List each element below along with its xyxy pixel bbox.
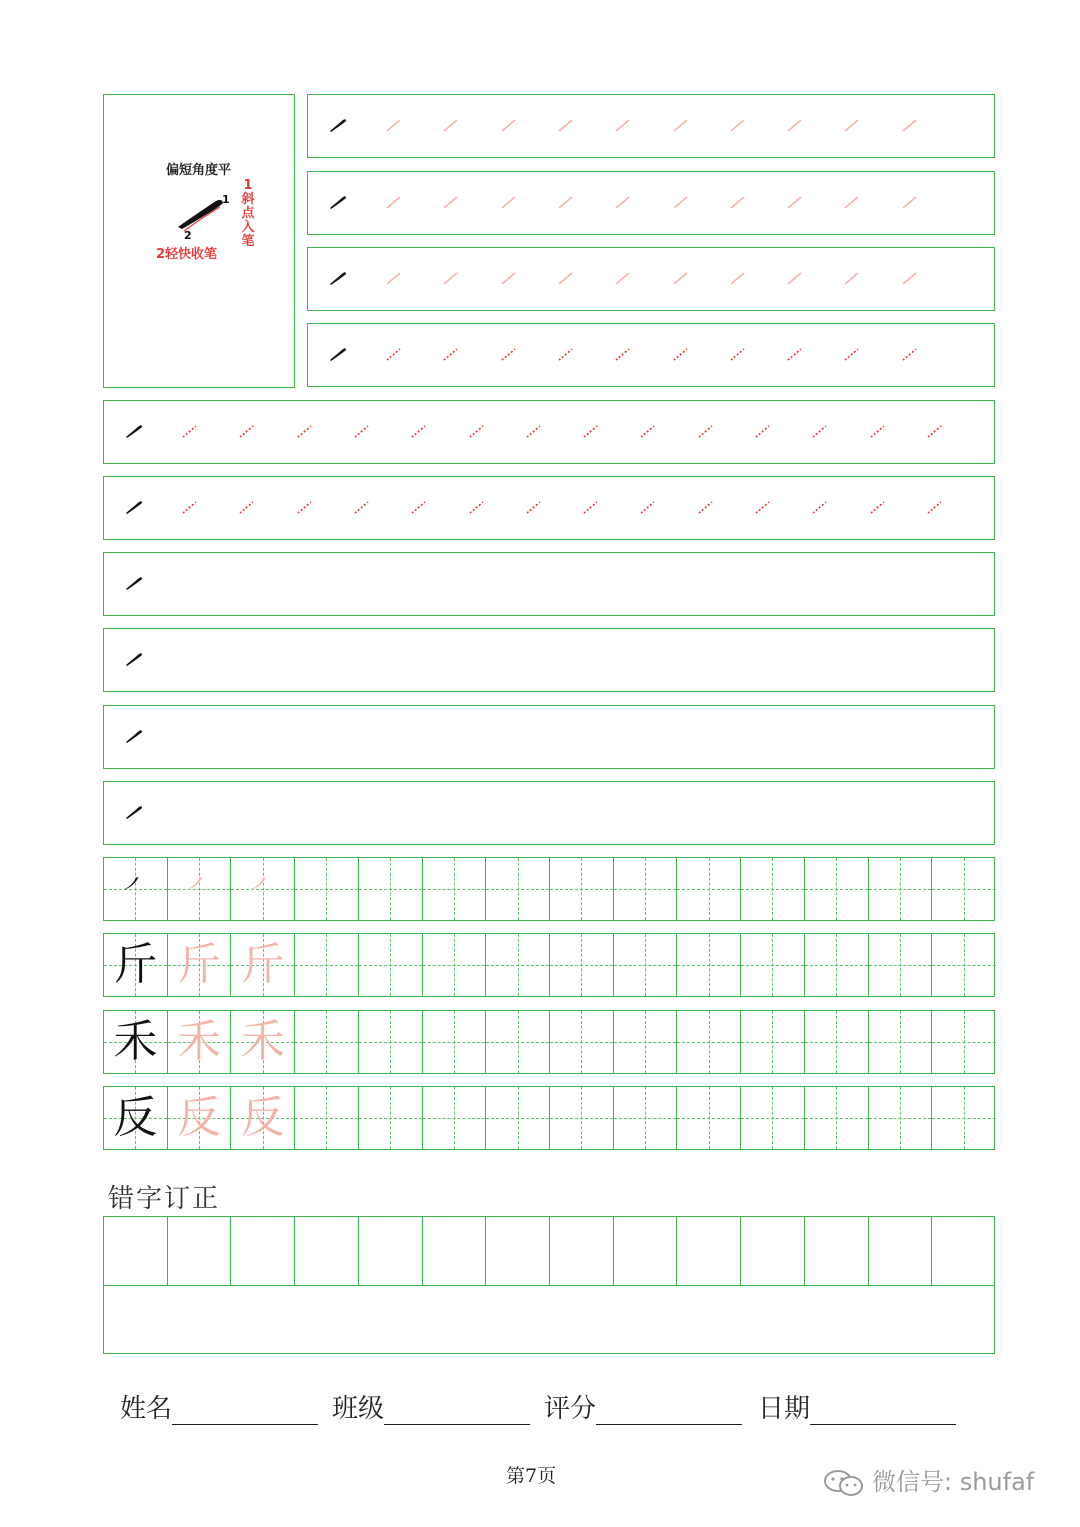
tutorial-step-2: 2轻快收笔	[156, 247, 218, 262]
trace-stroke-icon	[555, 113, 579, 137]
step-1-number: 1	[243, 178, 253, 193]
grid-cell[interactable]	[869, 1087, 933, 1149]
trace-stroke-icon	[555, 266, 579, 290]
grid-cell[interactable]	[295, 858, 359, 920]
grid-cell[interactable]	[805, 1011, 869, 1073]
grid-guide-horizontal	[423, 965, 486, 966]
grid-cell[interactable]	[741, 1011, 805, 1073]
svg-text:1: 1	[222, 193, 230, 206]
class-field[interactable]	[332, 1388, 530, 1425]
grid-guide-horizontal	[869, 1042, 932, 1043]
dotted-trace-stroke-icon	[784, 342, 808, 366]
dotted-trace-stroke-icon	[523, 419, 547, 443]
stroke-practice-row[interactable]	[307, 247, 995, 311]
model-stroke-icon	[326, 190, 350, 214]
score-field[interactable]	[544, 1388, 742, 1425]
step-1-label: 斜点入笔	[241, 192, 255, 249]
stroke-practice-row[interactable]	[307, 171, 995, 235]
grid-guide-horizontal	[869, 1118, 932, 1119]
model-stroke-icon	[122, 419, 146, 443]
grid-cell[interactable]	[423, 934, 487, 996]
grid-guide-horizontal	[741, 1118, 804, 1119]
grid-guide-horizontal	[805, 965, 868, 966]
grid-cell[interactable]	[677, 1087, 741, 1149]
stroke-diagram-icon	[170, 191, 230, 241]
correction-cell[interactable]	[614, 1217, 678, 1285]
stroke-practice-row[interactable]	[307, 323, 995, 387]
grid-guide-horizontal	[550, 889, 613, 890]
grid-guide-horizontal	[359, 1118, 422, 1119]
grid-cell[interactable]	[614, 934, 678, 996]
grid-cell[interactable]	[168, 1087, 232, 1149]
trace-stroke-icon	[383, 190, 407, 214]
dotted-trace-stroke-icon	[466, 419, 490, 443]
dotted-trace-stroke-icon	[555, 342, 579, 366]
grid-guide-horizontal	[550, 1118, 613, 1119]
grid-cell[interactable]	[359, 858, 423, 920]
date-field[interactable]	[758, 1388, 956, 1425]
grid-cell[interactable]	[486, 858, 550, 920]
dotted-trace-stroke-icon	[408, 419, 432, 443]
dotted-trace-stroke-icon	[670, 342, 694, 366]
stroke-practice-row[interactable]	[103, 476, 995, 540]
stroke-practice-row[interactable]	[103, 400, 995, 464]
grid-cell[interactable]	[550, 858, 614, 920]
grid-cell[interactable]	[231, 934, 295, 996]
grid-guide-horizontal	[805, 1042, 868, 1043]
character-grid-row	[103, 1086, 995, 1150]
correction-box	[103, 1216, 995, 1354]
trace-character: 斤	[177, 939, 222, 990]
student-info-fields	[120, 1388, 980, 1428]
grid-guide-horizontal	[677, 1118, 740, 1119]
grid-guide-horizontal	[550, 1042, 613, 1043]
model-stroke-icon	[326, 266, 350, 290]
dotted-trace-stroke-icon	[580, 495, 604, 519]
svg-text:2: 2	[184, 229, 192, 241]
grid-cell[interactable]	[295, 1011, 359, 1073]
grid-cell[interactable]	[932, 934, 996, 996]
trace-stroke-icon	[784, 190, 808, 214]
trace-stroke-icon	[383, 113, 407, 137]
grid-cell[interactable]	[359, 1011, 423, 1073]
trace-stroke-icon	[727, 113, 751, 137]
grid-cell[interactable]	[677, 934, 741, 996]
grid-cell[interactable]	[168, 858, 232, 920]
grid-cell[interactable]	[932, 1087, 996, 1149]
trace-character: 反	[240, 1092, 285, 1143]
dotted-trace-stroke-icon	[809, 419, 833, 443]
grid-cell[interactable]	[486, 934, 550, 996]
stroke-practice-row[interactable]	[103, 628, 995, 692]
correction-cells-row	[104, 1217, 994, 1286]
grid-guide-horizontal	[359, 965, 422, 966]
dotted-trace-stroke-icon	[752, 495, 776, 519]
grid-cell[interactable]	[295, 934, 359, 996]
dotted-trace-stroke-icon	[841, 342, 865, 366]
correction-cell[interactable]	[550, 1217, 614, 1285]
grid-guide-horizontal	[869, 889, 932, 890]
trace-stroke-icon	[784, 113, 808, 137]
grid-guide-horizontal	[741, 1042, 804, 1043]
name-field[interactable]	[120, 1388, 318, 1425]
trace-character: 斤	[240, 939, 285, 990]
watermark-text: 微信号: shufaf	[872, 1468, 1035, 1496]
grid-cell[interactable]	[805, 934, 869, 996]
grid-guide-horizontal	[805, 1118, 868, 1119]
trace-stroke-icon	[841, 190, 865, 214]
grid-guide-horizontal	[486, 1118, 549, 1119]
grid-cell[interactable]	[677, 1011, 741, 1073]
dotted-trace-stroke-icon	[809, 495, 833, 519]
model-stroke-icon	[122, 571, 146, 595]
dotted-trace-stroke-icon	[523, 495, 547, 519]
grid-guide-horizontal	[932, 889, 996, 890]
dotted-trace-stroke-icon	[899, 342, 923, 366]
grid-cell[interactable]	[359, 934, 423, 996]
model-character: 反	[113, 1092, 158, 1143]
dotted-trace-stroke-icon	[408, 495, 432, 519]
trace-stroke-icon	[784, 266, 808, 290]
dotted-trace-stroke-icon	[695, 495, 719, 519]
wechat-icon	[822, 1468, 868, 1498]
correction-cell[interactable]	[104, 1217, 168, 1285]
trace-stroke-icon	[899, 113, 923, 137]
dotted-trace-stroke-icon	[612, 342, 636, 366]
name-line[interactable]	[172, 1395, 318, 1425]
trace-stroke-icon	[612, 266, 636, 290]
trace-stroke-icon	[727, 266, 751, 290]
page-number: 第7页	[506, 1465, 557, 1487]
date-line[interactable]	[810, 1395, 956, 1425]
trace-stroke-icon	[670, 190, 694, 214]
grid-guide-horizontal	[423, 1118, 486, 1119]
trace-stroke-icon	[841, 266, 865, 290]
stroke-practice-row[interactable]	[103, 552, 995, 616]
grid-cell[interactable]	[932, 1011, 996, 1073]
grid-cell[interactable]	[741, 934, 805, 996]
grid-cell[interactable]	[104, 1011, 168, 1073]
character-grid-row	[103, 857, 995, 921]
correction-cell[interactable]	[805, 1217, 869, 1285]
tutorial-step-1	[240, 179, 256, 249]
grid-cell[interactable]	[231, 1011, 295, 1073]
dotted-trace-stroke-icon	[383, 342, 407, 366]
correction-cell[interactable]	[869, 1217, 933, 1285]
grid-cell[interactable]	[550, 934, 614, 996]
grid-cell[interactable]	[805, 1087, 869, 1149]
trace-stroke-icon	[899, 190, 923, 214]
model-stroke-icon	[326, 113, 350, 137]
correction-cell[interactable]	[677, 1217, 741, 1285]
model-character: 禾	[113, 1016, 158, 1067]
trace-character: 禾	[240, 1016, 285, 1067]
correction-cell[interactable]	[741, 1217, 805, 1285]
model-stroke-icon	[122, 647, 146, 671]
trace-stroke-icon	[440, 113, 464, 137]
dotted-trace-stroke-icon	[294, 419, 318, 443]
trace-stroke-icon	[612, 113, 636, 137]
grid-cell[interactable]	[869, 1011, 933, 1073]
grid-guide-horizontal	[486, 889, 549, 890]
dotted-trace-stroke-icon	[867, 419, 891, 443]
dotted-trace-stroke-icon	[580, 419, 604, 443]
dotted-trace-stroke-icon	[236, 419, 260, 443]
grid-cell[interactable]	[869, 934, 933, 996]
correction-cell[interactable]	[423, 1217, 487, 1285]
stroke-practice-row[interactable]	[103, 705, 995, 769]
trace-stroke-icon	[841, 113, 865, 137]
dotted-trace-stroke-icon	[179, 419, 203, 443]
dotted-trace-stroke-icon	[924, 419, 948, 443]
model-stroke-icon	[122, 724, 146, 748]
grid-guide-horizontal	[423, 889, 486, 890]
trace-stroke-icon	[440, 266, 464, 290]
grid-guide-horizontal	[295, 965, 358, 966]
trace-stroke-icon	[498, 190, 522, 214]
dotted-trace-stroke-icon	[351, 495, 375, 519]
trace-stroke-icon	[383, 266, 407, 290]
grid-cell[interactable]	[423, 1087, 487, 1149]
grid-guide-horizontal	[741, 889, 804, 890]
correction-title: 错字订正	[108, 1184, 221, 1214]
dotted-trace-stroke-icon	[637, 495, 661, 519]
dotted-trace-stroke-icon	[752, 419, 776, 443]
trace-stroke-icon	[440, 190, 464, 214]
watermark	[822, 1462, 1034, 1498]
grid-cell[interactable]	[550, 1011, 614, 1073]
dotted-trace-stroke-icon	[440, 342, 464, 366]
grid-guide-horizontal	[677, 965, 740, 966]
grid-cell[interactable]	[741, 1087, 805, 1149]
dotted-trace-stroke-icon	[867, 495, 891, 519]
character-grid-row	[103, 933, 995, 997]
tutorial-title: 偏短角度平	[166, 163, 232, 178]
correction-cell[interactable]	[486, 1217, 550, 1285]
grid-guide-horizontal	[677, 1042, 740, 1043]
grid-guide-horizontal	[295, 889, 358, 890]
grid-cell[interactable]	[168, 1011, 232, 1073]
dotted-trace-stroke-icon	[179, 495, 203, 519]
dotted-trace-stroke-icon	[351, 419, 375, 443]
grid-guide-horizontal	[869, 965, 932, 966]
grid-cell[interactable]	[869, 858, 933, 920]
trace-character: ㇒	[249, 874, 276, 904]
grid-guide-horizontal	[677, 889, 740, 890]
stroke-practice-row[interactable]	[307, 94, 995, 158]
dotted-trace-stroke-icon	[466, 495, 490, 519]
trace-stroke-icon	[670, 266, 694, 290]
correction-cell[interactable]	[295, 1217, 359, 1285]
dotted-trace-stroke-icon	[294, 495, 318, 519]
grid-guide-horizontal	[423, 1042, 486, 1043]
grid-guide-horizontal	[295, 1118, 358, 1119]
class-label: 班级	[332, 1394, 385, 1424]
model-stroke-icon	[326, 342, 350, 366]
grid-cell[interactable]	[231, 1087, 295, 1149]
grid-guide-horizontal	[359, 889, 422, 890]
grid-guide-horizontal	[614, 1118, 677, 1119]
class-line[interactable]	[384, 1395, 530, 1425]
grid-cell[interactable]	[486, 1011, 550, 1073]
grid-cell[interactable]	[104, 934, 168, 996]
dotted-trace-stroke-icon	[637, 419, 661, 443]
grid-cell[interactable]	[932, 858, 996, 920]
trace-stroke-icon	[727, 190, 751, 214]
grid-guide-horizontal	[550, 965, 613, 966]
trace-character: 反	[177, 1092, 222, 1143]
model-stroke-icon	[122, 800, 146, 824]
grid-cell[interactable]	[614, 858, 678, 920]
dotted-trace-stroke-icon	[498, 342, 522, 366]
grid-guide-horizontal	[614, 965, 677, 966]
name-label: 姓名	[120, 1394, 173, 1424]
grid-cell[interactable]	[677, 858, 741, 920]
correction-cell[interactable]	[231, 1217, 295, 1285]
grid-cell[interactable]	[423, 858, 487, 920]
dotted-trace-stroke-icon	[695, 419, 719, 443]
character-grid-row	[103, 1010, 995, 1074]
grid-guide-horizontal	[486, 965, 549, 966]
grid-cell[interactable]	[614, 1087, 678, 1149]
trace-stroke-icon	[555, 190, 579, 214]
grid-guide-horizontal	[805, 889, 868, 890]
trace-stroke-icon	[670, 113, 694, 137]
dotted-trace-stroke-icon	[727, 342, 751, 366]
grid-cell[interactable]	[359, 1087, 423, 1149]
grid-cell[interactable]	[295, 1087, 359, 1149]
grid-guide-horizontal	[359, 1042, 422, 1043]
dotted-trace-stroke-icon	[236, 495, 260, 519]
model-character: 斤	[113, 939, 158, 990]
grid-cell[interactable]	[104, 1087, 168, 1149]
grid-guide-horizontal	[614, 889, 677, 890]
date-label: 日期	[758, 1394, 811, 1424]
stroke-practice-row[interactable]	[103, 781, 995, 845]
trace-stroke-icon	[612, 190, 636, 214]
score-line[interactable]	[596, 1395, 742, 1425]
grid-cell[interactable]	[168, 934, 232, 996]
grid-cell[interactable]	[550, 1087, 614, 1149]
correction-cell[interactable]	[932, 1217, 996, 1285]
trace-character: 禾	[177, 1016, 222, 1067]
model-character: ㇒	[122, 874, 149, 904]
correction-cell[interactable]	[359, 1217, 423, 1285]
grid-guide-horizontal	[932, 965, 996, 966]
grid-guide-horizontal	[932, 1042, 996, 1043]
correction-cell[interactable]	[168, 1217, 232, 1285]
grid-cell[interactable]	[805, 858, 869, 920]
grid-cell[interactable]	[614, 1011, 678, 1073]
trace-stroke-icon	[899, 266, 923, 290]
grid-cell[interactable]	[486, 1087, 550, 1149]
grid-cell[interactable]	[423, 1011, 487, 1073]
grid-guide-horizontal	[614, 1042, 677, 1043]
grid-cell[interactable]	[104, 858, 168, 920]
trace-character: ㇒	[186, 874, 213, 904]
dotted-trace-stroke-icon	[924, 495, 948, 519]
grid-guide-horizontal	[932, 1118, 996, 1119]
grid-guide-horizontal	[486, 1042, 549, 1043]
grid-guide-horizontal	[741, 965, 804, 966]
score-label: 评分	[544, 1394, 597, 1424]
grid-guide-horizontal	[295, 1042, 358, 1043]
trace-stroke-icon	[498, 113, 522, 137]
grid-cell[interactable]	[231, 858, 295, 920]
model-stroke-icon	[122, 495, 146, 519]
stroke-tutorial-box	[103, 94, 295, 388]
trace-stroke-icon	[498, 266, 522, 290]
grid-cell[interactable]	[741, 858, 805, 920]
